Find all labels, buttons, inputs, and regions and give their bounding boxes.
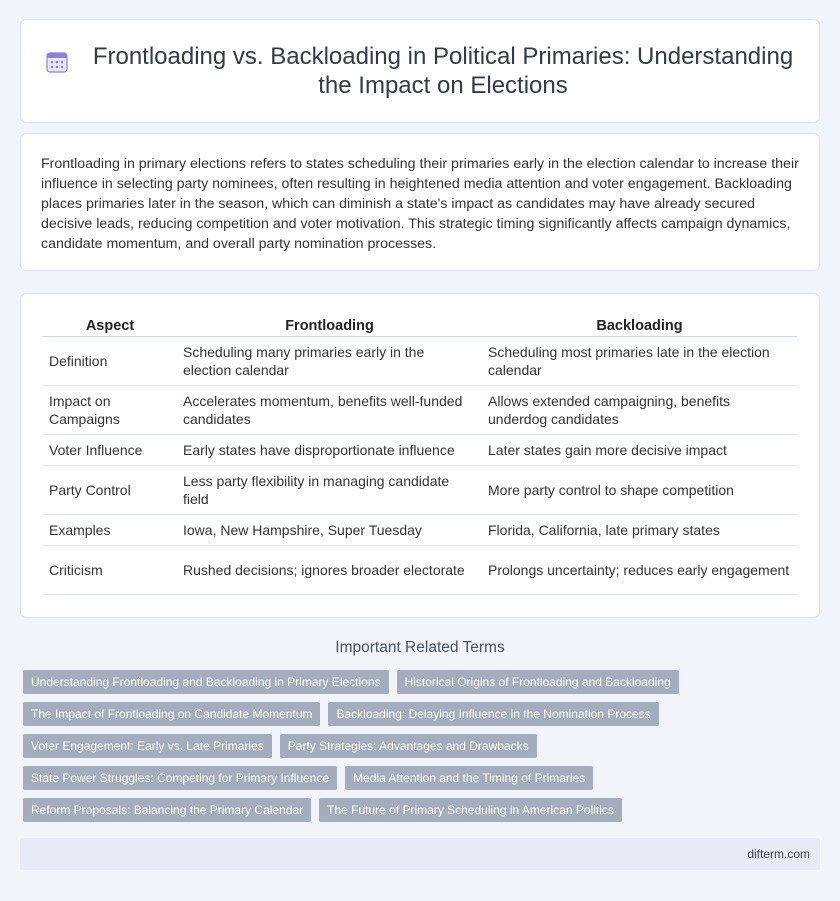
table-cell: Less party flexibility in managing candidate field — [177, 466, 482, 515]
table-cell: Allows extended campaigning, benefits underdog candidates — [482, 386, 797, 435]
related-term-tag[interactable]: Reform Proposals: Balancing the Primary Calendar — [23, 798, 311, 822]
table-row — [43, 515, 797, 546]
related-term-tag[interactable]: Media Attention and the Timing of Primaries — [345, 766, 593, 790]
table-row — [43, 337, 797, 386]
comparison-table-card — [20, 293, 820, 618]
related-term-tag[interactable]: Historical Origins of Frontloading and Backloading — [397, 670, 679, 694]
related-term-tag[interactable]: Backloading: Delaying Influence in the Nomination Process — [328, 702, 658, 726]
intro-card — [20, 133, 820, 271]
footer — [20, 838, 820, 870]
table-cell: Iowa, New Hampshire, Super Tuesday — [177, 515, 482, 546]
table-row — [43, 466, 797, 515]
table-cell: Definition — [43, 337, 177, 386]
calendar-icon — [45, 50, 69, 74]
table-header-row — [43, 316, 797, 337]
table-cell: Rushed decisions; ignores broader electorate — [177, 546, 482, 595]
table-cell: Prolongs uncertainty; reduces early engagement — [482, 546, 797, 595]
table-cell: Examples — [43, 515, 177, 546]
related-term-tag[interactable]: The Future of Primary Scheduling in American Politics — [319, 798, 622, 822]
table-cell: Scheduling many primaries early in the election calendar — [177, 337, 482, 386]
table-cell: Impact on Campaigns — [43, 386, 177, 435]
table-cell: Accelerates momentum, benefits well-funded candidates — [177, 386, 482, 435]
page-title: Frontloading vs. Backloading in Political Primaries: Understanding the Impact on Elections — [92, 43, 794, 99]
table-cell: More party control to shape competition — [482, 466, 797, 515]
related-term-tag[interactable]: Voter Engagement: Early vs. Late Primaries — [23, 734, 272, 758]
table-cell: Voter Influence — [43, 435, 177, 466]
related-term-tag[interactable]: The Impact of Frontloading on Candidate Momentum — [23, 702, 320, 726]
intro-paragraph: Frontloading in primary elections refers to states scheduling their primaries early in the election calendar to increase their influence in selecting party nominees, often resulting in heightened media attention and voter engagement. Backloading places primaries later in the season, which can diminish a state's impact as candidates may have already secured decisive leads, reducing competition and voter motivation. This strategic timing significantly affects campaign dynamics, candidate momentum, and overall party nomination processes. — [41, 156, 799, 252]
table-row — [43, 546, 797, 595]
tag-row — [23, 798, 823, 822]
tag-row — [23, 702, 823, 726]
table-cell: Early states have disproportionate influence — [177, 435, 482, 466]
tag-row — [23, 766, 823, 790]
comparison-table — [43, 316, 797, 595]
tag-row — [23, 670, 823, 694]
related-term-tag[interactable]: Party Strategies: Advantages and Drawbacks — [280, 734, 537, 758]
related-term-tag[interactable]: Understanding Frontloading and Backloading in Primary Elections — [23, 670, 389, 694]
table-row — [43, 386, 797, 435]
related-terms-title: Important Related Terms — [335, 639, 505, 656]
column-header-frontloading: Frontloading — [177, 316, 482, 337]
related-terms-list — [23, 670, 823, 830]
title-wrap — [45, 42, 795, 100]
table-cell: Scheduling most primaries late in the election calendar — [482, 337, 797, 386]
related-term-tag[interactable]: State Power Struggles: Competing for Primary Influence — [23, 766, 337, 790]
title-card — [20, 19, 820, 123]
table-cell: Later states gain more decisive impact — [482, 435, 797, 466]
table-row — [43, 435, 797, 466]
table-cell: Party Control — [43, 466, 177, 515]
table-cell: Florida, California, late primary states — [482, 515, 797, 546]
table-cell: Criticism — [43, 546, 177, 595]
column-header-backloading: Backloading — [482, 316, 797, 337]
column-header-aspect: Aspect — [43, 316, 177, 337]
footer-site-name[interactable]: difterm.com — [747, 847, 810, 861]
tag-row — [23, 734, 823, 758]
